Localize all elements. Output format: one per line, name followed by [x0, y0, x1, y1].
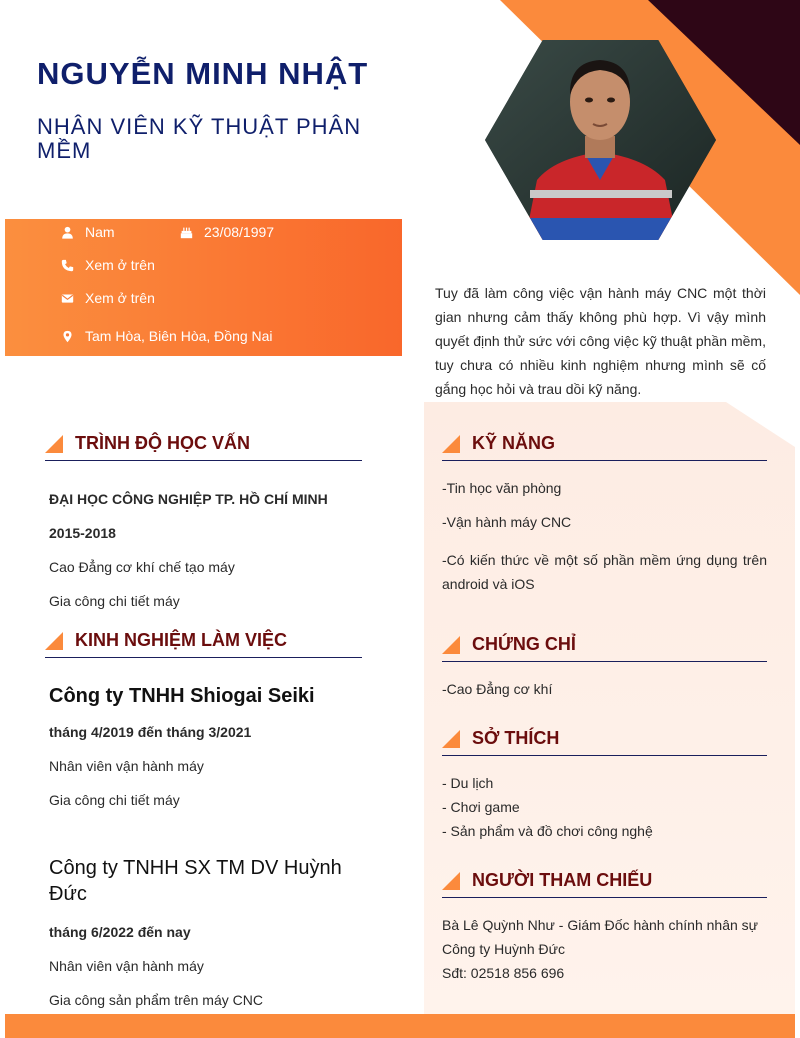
experience-heading [45, 630, 287, 651]
user-icon [60, 225, 74, 239]
education-school: ĐẠI HỌC CÔNG NGHIỆP TP. HỒ CHÍ MINH [49, 491, 328, 507]
education-years: 2015-2018 [49, 525, 116, 541]
hobby-item: - Chơi game [442, 799, 520, 815]
certificates-heading [442, 634, 576, 655]
orange-triangle-icon [442, 872, 460, 890]
address-text: Tam Hòa, Biên Hòa, Đồng Nai [85, 328, 273, 344]
orange-triangle-icon [442, 435, 460, 453]
education-title: TRÌNH ĐỘ HỌC VẤN [75, 433, 250, 453]
references-divider [442, 897, 767, 898]
education-detail: Gia công chi tiết máy [49, 593, 180, 609]
references-heading [442, 870, 652, 891]
skill-item: -Tin học văn phòng [442, 480, 562, 496]
birthday-text: 23/08/1997 [204, 224, 275, 240]
job-company: Công ty TNHH SX TM DV Huỳnh Đức [49, 857, 342, 905]
skill-item: -Có kiến thức về một số phần mềm ứng dụng trên android và iOS [442, 552, 767, 592]
contact-address [60, 328, 273, 344]
orange-triangle-icon [442, 730, 460, 748]
skills-heading [442, 433, 555, 454]
phone-icon [60, 258, 74, 272]
map-marker-icon [60, 329, 74, 343]
hobbies-divider [442, 755, 767, 756]
phone-text: Xem ở trên [85, 257, 155, 273]
gender-text: Nam [85, 224, 115, 240]
job-company: Công ty TNHH Shiogai Seiki [49, 685, 315, 707]
job-period: tháng 4/2019 đến tháng 3/2021 [49, 724, 252, 740]
summary-text: Tuy đã làm công việc vận hành máy CNC một thời gian nhưng cảm thấy không phù hợp. Vì vậy mình quyết định thử sức với công việc kỹ thuật phần mềm, tuy chưa có nhiều kinh nghiệm nhưng mình sẽ cố gắng học hỏi và trau dồi kỹ năng. [435, 285, 766, 397]
reference-line: Công ty Huỳnh Đức [442, 941, 565, 957]
job-period: tháng 6/2022 đến nay [49, 924, 191, 940]
experience-title: KINH NGHIỆM LÀM VIỆC [75, 630, 288, 650]
education-major: Cao Đẳng cơ khí chế tạo máy [49, 559, 235, 575]
hobbies-title: SỞ THÍCH [472, 728, 560, 748]
contact-box [5, 219, 402, 356]
hobby-item: - Du lịch [442, 775, 494, 791]
references-title: NGƯỜI THAM CHIẾU [472, 870, 653, 890]
job-title: NHÂN VIÊN KỸ THUẬT PHÂN MỀM [37, 114, 362, 163]
job-role: Nhân viên vận hành máy [49, 758, 204, 774]
candidate-name: NGUYỄN MINH NHẬT [37, 56, 369, 91]
skills-title: KỸ NĂNG [472, 433, 556, 453]
experience-divider [45, 657, 362, 658]
education-divider [45, 460, 362, 461]
job-detail: Gia công sản phẩm trên máy CNC [49, 992, 263, 1008]
contact-email [60, 290, 155, 306]
certificate-item: -Cao Đẳng cơ khí [442, 681, 553, 697]
certificates-title: CHỨNG CHỈ [472, 634, 576, 654]
email-text: Xem ở trên [85, 290, 155, 306]
education-heading [45, 433, 250, 454]
contact-gender [60, 224, 115, 240]
skill-item: -Vận hành máy CNC [442, 514, 572, 530]
certificates-divider [442, 661, 767, 662]
skills-divider [442, 460, 767, 461]
envelope-icon [60, 291, 74, 305]
bottom-bar [5, 1014, 795, 1038]
orange-triangle-icon [442, 636, 460, 654]
orange-triangle-icon [45, 632, 63, 650]
reference-line: Bà Lê Quỳnh Như - Giám Đốc hành chính nhân sự [442, 917, 759, 933]
reference-phone: Sđt: 02518 856 696 [442, 965, 565, 981]
hobbies-heading [442, 728, 559, 749]
contact-birthday [179, 224, 274, 240]
job-detail: Gia công chi tiết máy [49, 792, 180, 808]
orange-triangle-icon [45, 435, 63, 453]
contact-phone [60, 257, 155, 273]
job-role: Nhân viên vận hành máy [49, 958, 204, 974]
birthday-cake-icon [179, 225, 193, 239]
hobby-item: - Sản phẩm và đồ chơi công nghệ [442, 823, 653, 839]
